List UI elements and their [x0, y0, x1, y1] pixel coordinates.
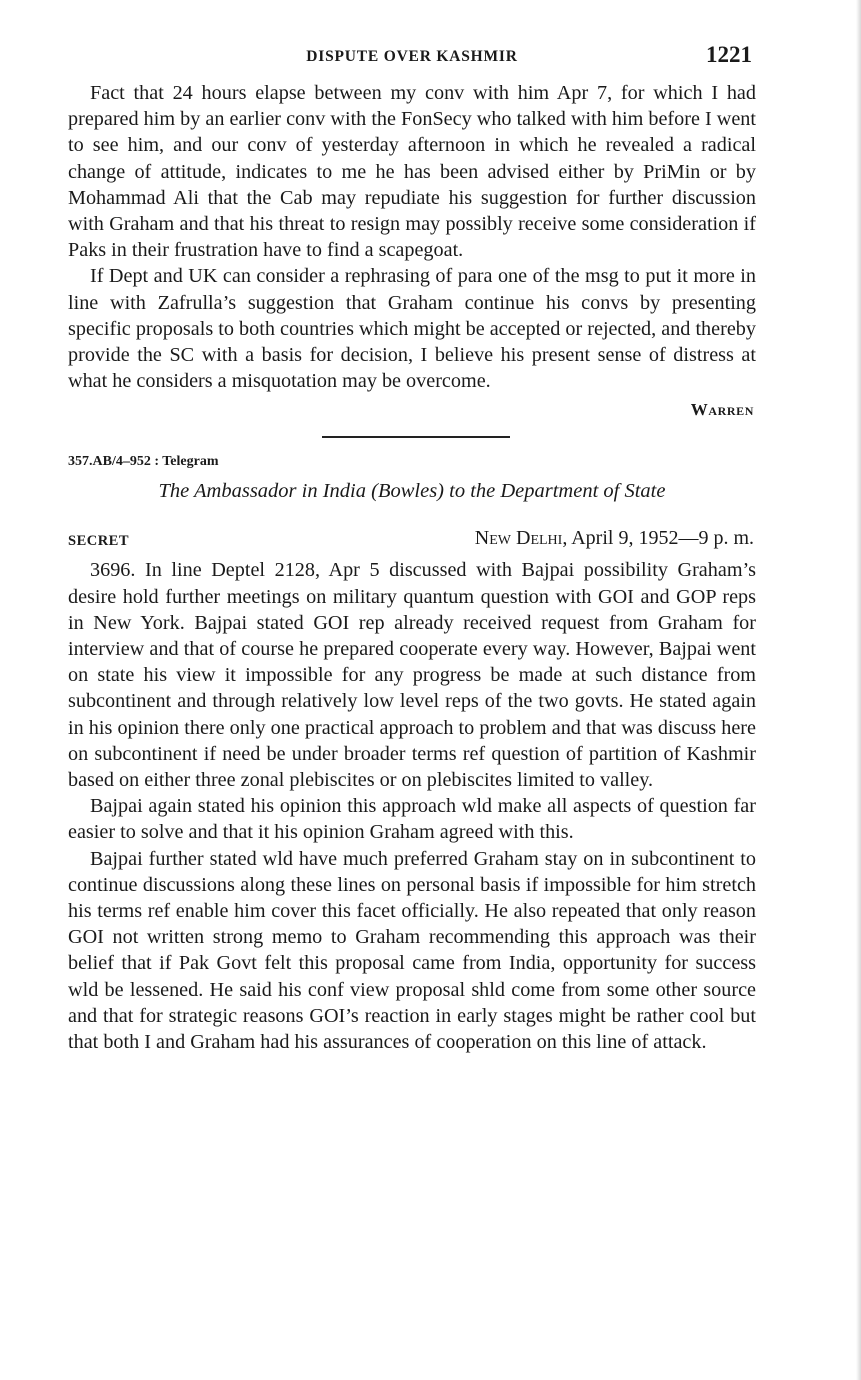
place-date — [475, 527, 754, 550]
classification-label: SECRET — [68, 533, 130, 550]
document-page — [68, 40, 756, 1055]
document-title: The Ambassador in India (Bowles) to the Department of State — [158, 480, 666, 503]
page-edge-shadow — [856, 0, 861, 1380]
date: , April 9, 1952—9 p. m. — [562, 527, 754, 550]
dateline — [68, 527, 756, 557]
body-paragraph: 3696. In line Deptel 2128, Apr 5 discussed with Bajpai possibility Graham’s desire hold further meetings on military quantum question with GOI and GOP reps in New York. Bajpai stated GOI rep already received request from Graham for interview and that of course he prepared cooperate every way. However, Bajpai went on state his view it impossible for any progress be made at such distance from subcontinent and through relatively low level reps of the two govts. He stated again in his opinion there only one practical approach to problem and that was discuss here on subcontinent if need be under broader terms ref question of partition of Kashmir based on either three zonal plebiscites or on plebiscites limited to valley. — [68, 559, 756, 792]
body-paragraph: Fact that 24 hours elapse between my conv with him Apr 7, for which I had prepared him by an earlier conv with the FonSecy who talked with him before I went to see him, and our conv of yesterday afternoon in which he revealed a radical change of attitude, indicates to me he has been advised either by PriMin or by Mohammad Ali that the Cab may repudiate his suggestion for further discussion with Graham and that his threat to resign may possibly receive some consideration if Paks in their frustration have to find a scapegoat. — [68, 82, 756, 262]
body-paragraph: Bajpai further stated wld have much preferred Graham stay on in subcontinent to continue discussions along these lines on personal basis if impossible for him stretch his terms ref enable him cover this facet officially. He also repeated that only reason GOI not written strong memo to Graham recommending this approach was their belief that if Pak Govt felt this proposal came from India, opportunity for success wld be lessened. He said his conf view proposal shld come from some other source and that for strategic reasons GOI’s reaction in early stages might be rather cool but that both I and Graham had his assurances of cooperation on this line of attack. — [68, 847, 756, 1054]
document-reference: 357.AB/4–952 : Telegram — [68, 454, 219, 470]
running-head: DISPUTE OVER KASHMIR — [306, 48, 518, 65]
section-divider — [322, 436, 510, 438]
signature: Warren — [690, 400, 754, 420]
body-paragraph: If Dept and UK can consider a rephrasing of para one of the msg to put it more in line with Zafrulla’s suggestion that Graham continue his convs by presenting specific proposals to both countries which might be accepted or rejected, and thereby provide the SC with a basis for decision, I believe his present sense of distress at what he considers a misquotation may be overcome. — [68, 265, 756, 393]
place: New Delhi — [474, 527, 563, 550]
page-number: 1221 — [706, 42, 752, 67]
body-paragraph: Bajpai again stated his opinion this approach wld make all aspects of question far easier to solve and that it his opinion Graham agreed with this. — [68, 795, 756, 844]
page-header — [68, 40, 756, 74]
